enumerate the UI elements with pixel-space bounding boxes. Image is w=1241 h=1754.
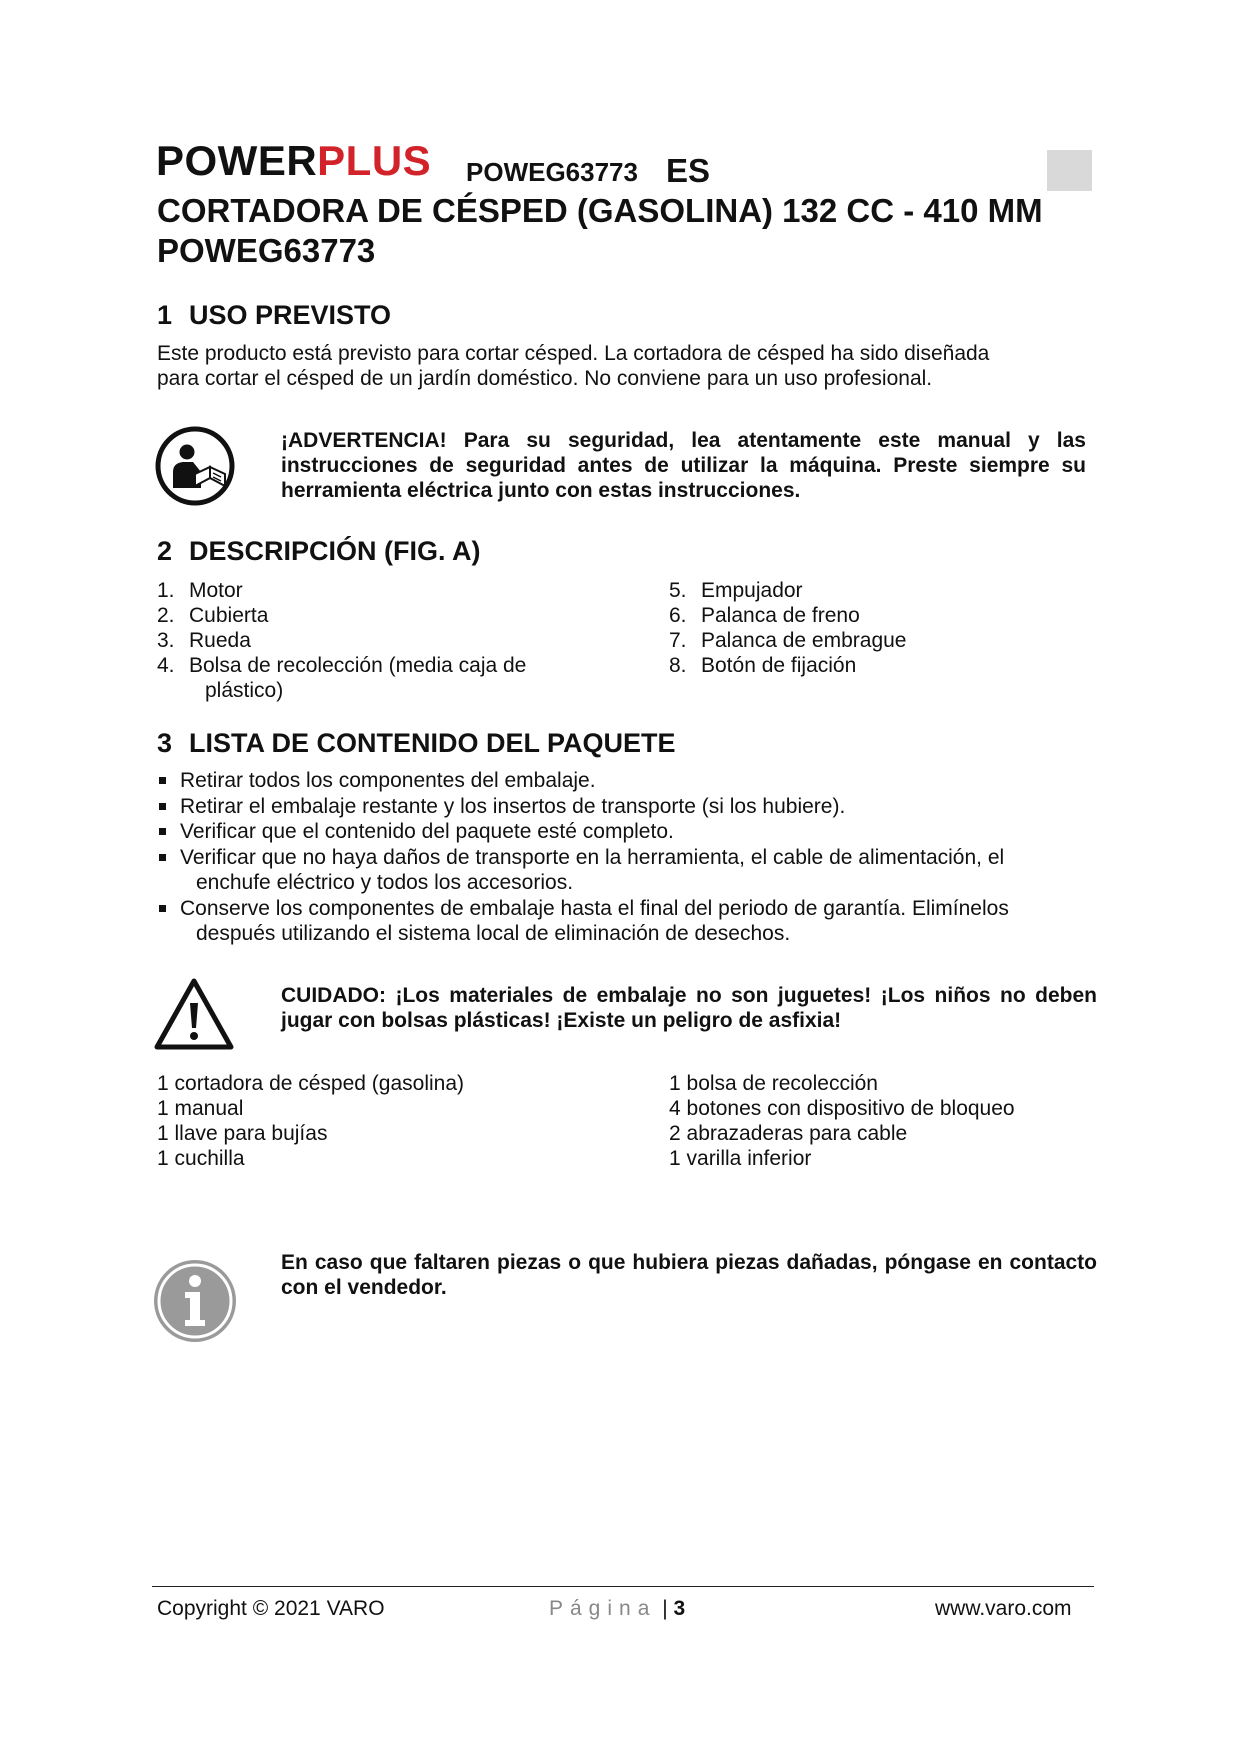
description-list-right (669, 578, 1089, 678)
item-text: Motor (189, 579, 243, 602)
read-manual-icon (155, 426, 235, 506)
package-contents-left (157, 1071, 637, 1171)
item-text-continued: enchufe eléctrico y todos los accesorios. (196, 871, 574, 894)
document-title: CORTADORA DE CÉSPED (GASOLINA) 132 CC - 410 MM (157, 192, 1043, 229)
list-item (157, 578, 597, 603)
item-number: 5. (669, 579, 687, 602)
info-circle-icon (152, 1258, 238, 1344)
page-separator: | (662, 1597, 668, 1620)
bullet-icon (159, 777, 166, 784)
intended-use-line-1: Este producto está previsto para cortar césped. La cortadora de césped ha sido diseñada (157, 342, 990, 365)
section-1-heading (157, 300, 391, 331)
bullet-icon (159, 854, 166, 861)
bullet-icon (159, 803, 166, 810)
brand-logo (156, 137, 432, 184)
item-number: 1. (157, 579, 175, 602)
language-code: ES (666, 152, 711, 189)
caution-text: CUIDADO: ¡Los materiales de embalaje no son juguetes! ¡Los niños no deben jugar con bolsas plásticas! ¡Existe un peligro de asfixia! (281, 984, 1097, 1032)
section-number: 1 (157, 300, 173, 330)
footer-page-indicator (549, 1597, 685, 1621)
section-title: LISTA DE CONTENIDO DEL PAQUETE (189, 728, 676, 758)
item-text: Retirar el embalaje restante y los insertos de transporte (si los hubiere). (180, 794, 846, 818)
bullet-icon (159, 828, 166, 835)
item-text: Botón de fijación (701, 654, 857, 677)
section-title: DESCRIPCIÓN (FIG. A) (189, 536, 481, 566)
list-item (669, 578, 1089, 603)
item-text: Palanca de freno (701, 604, 860, 627)
content-item: 2 abrazaderas para cable (669, 1122, 908, 1145)
section-number: 3 (157, 728, 173, 758)
list-item (157, 896, 1097, 947)
content-item: 4 botones con dispositivo de bloqueo (669, 1097, 1015, 1120)
item-text: Retirar todos los componentes del embalaje. (180, 769, 596, 792)
list-item (157, 819, 1097, 845)
brand-logo-power: POWER (156, 137, 318, 184)
document-title-model: POWEG63773 (157, 232, 376, 269)
item-number: 2. (157, 604, 175, 627)
list-item (157, 628, 597, 653)
package-instructions-list (157, 768, 1097, 947)
item-number: 6. (669, 604, 687, 627)
language-marker-box (1047, 150, 1092, 191)
list-item (669, 628, 1089, 653)
page-label: Página (549, 1597, 657, 1620)
content-item: 1 manual (157, 1097, 244, 1120)
item-text: Verificar que el contenido del paquete esté completo. (180, 820, 674, 843)
page-number: 3 (673, 1597, 686, 1620)
list-item (157, 653, 597, 703)
item-text: Verificar que no haya daños de transporte en la herramienta, el cable de alimentación, el (180, 845, 1005, 869)
list-item (157, 768, 1097, 794)
item-text: Empujador (701, 579, 803, 602)
footer-website-link[interactable]: www.varo.com (935, 1597, 1072, 1620)
item-text: Bolsa de recolección (media caja de (189, 654, 527, 677)
section-title: USO PREVISTO (189, 300, 392, 330)
model-code: POWEG63773 (466, 157, 638, 187)
safety-warning-text: ¡ADVERTENCIA! Para su seguridad, lea atentamente este manual y las instrucciones de seguridad antes de utilizar la máquina. Preste siempre su herramienta eléctrica junto con estas instrucciones. (281, 429, 1086, 502)
list-item (157, 845, 1097, 896)
warning-triangle-icon (153, 977, 235, 1051)
missing-parts-info-text: En caso que faltaren piezas o que hubiera piezas dañadas, póngase en contacto con el vendedor. (281, 1251, 1097, 1299)
footer-copyright: Copyright © 2021 VARO (157, 1597, 385, 1620)
footer-divider (152, 1586, 1094, 1587)
list-item (669, 603, 1089, 628)
item-number: 3. (157, 629, 175, 652)
content-item: 1 llave para bujías (157, 1122, 328, 1145)
content-item: 1 cortadora de césped (gasolina) (157, 1072, 465, 1095)
section-number: 2 (157, 536, 173, 566)
item-text-continued: plástico) (205, 679, 284, 702)
section-3-heading (157, 728, 676, 759)
list-item (157, 794, 1097, 820)
bullet-icon (159, 905, 166, 912)
content-item: 1 bolsa de recolección (669, 1072, 878, 1095)
item-text: Conserve los componentes de embalaje hasta el final del periodo de garantía. Elimínelos (180, 896, 1009, 920)
item-text: Cubierta (189, 604, 269, 627)
description-list-left (157, 578, 597, 703)
item-number: 7. (669, 629, 687, 652)
list-item (669, 653, 1089, 678)
item-text: Palanca de embrague (701, 629, 907, 652)
intended-use-line-2: para cortar el césped de un jardín doméstico. No conviene para un uso profesional. (157, 367, 933, 390)
brand-logo-plus: PLUS (317, 137, 432, 184)
package-contents-right (669, 1071, 1099, 1171)
item-text: Rueda (189, 629, 251, 652)
content-item: 1 cuchilla (157, 1147, 245, 1170)
item-text-continued: después utilizando el sistema local de eliminación de desechos. (196, 922, 791, 945)
item-number: 4. (157, 654, 175, 677)
section-2-heading (157, 536, 481, 567)
content-item: 1 varilla inferior (669, 1147, 812, 1170)
list-item (157, 603, 597, 628)
item-number: 8. (669, 654, 687, 677)
